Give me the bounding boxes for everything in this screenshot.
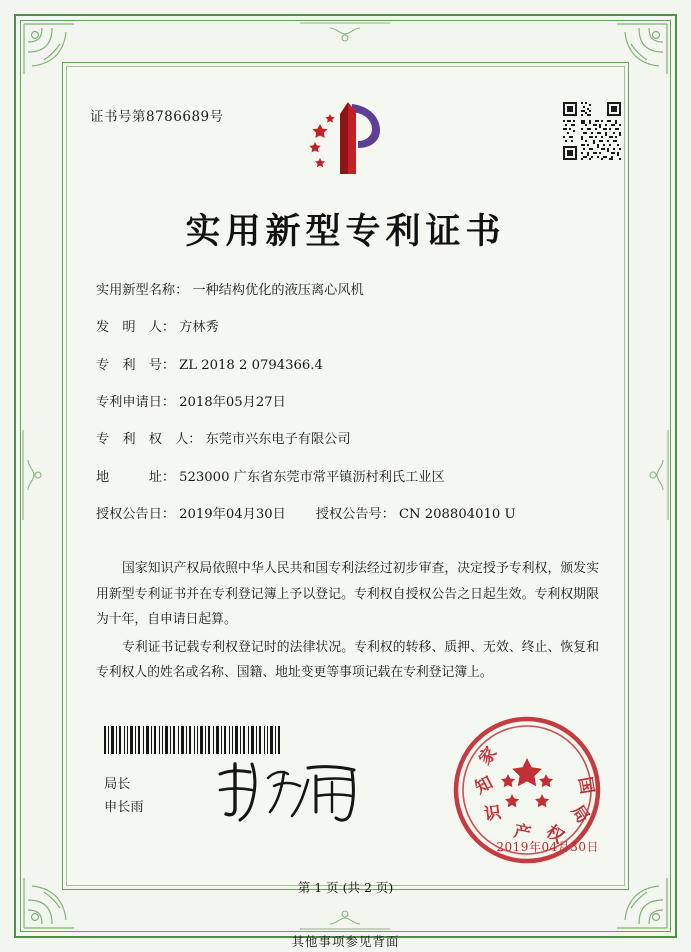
handwritten-signature-icon	[212, 758, 382, 824]
edge-ornament-icon	[645, 430, 671, 520]
field-row-patentee	[96, 431, 596, 449]
legal-paragraph-1: 国家知识产权局依照中华人民共和国专利法经过初步审查，决定授予专利权，颁发实用新型专利证书并在专利登记簿上予以登记。专利权自授权公告之日起生效。专利权期限为十年，自申请日起算。	[96, 561, 599, 628]
field-label: 专利申请日：	[96, 394, 176, 410]
field-label: 发 明 人：	[96, 320, 176, 336]
corner-flourish-icon	[615, 22, 669, 76]
svg-text:知: 知	[471, 772, 497, 799]
field-value: 523000 广东省东莞市常平镇沥村利氏工业区	[179, 469, 445, 485]
grant-number-group	[316, 506, 516, 524]
edge-ornament-icon	[300, 906, 390, 932]
edge-ornament-icon	[300, 20, 390, 46]
barcode-icon	[104, 726, 280, 754]
field-value: 东莞市兴东电子有限公司	[205, 432, 351, 448]
svg-text:识: 识	[482, 802, 503, 825]
signer-block	[104, 773, 144, 819]
field-value: CN 208804010 U	[398, 506, 516, 522]
field-value: 方林秀	[179, 320, 219, 336]
field-row-application-date	[96, 394, 596, 412]
svg-text:局: 局	[566, 801, 593, 827]
svg-text:产: 产	[511, 821, 533, 845]
field-list	[96, 282, 596, 543]
field-value: 2018年05月27日	[179, 394, 286, 410]
seal-date: 2019年04月30日	[496, 840, 599, 854]
cnipa-patent-logo-icon	[296, 98, 396, 180]
svg-text:国: 国	[574, 775, 597, 796]
certificate-number: 证书号第8786689号	[90, 109, 224, 125]
qr-code-icon	[561, 100, 623, 162]
legal-paragraph-2: 专利证书记载专利权登记时的法律状况。专利权的转移、质押、无效、终止、恢复和专利权人的姓名或名称、国籍、地址变更等事项记载在专利登记簿上。	[96, 639, 599, 681]
corner-flourish-icon	[22, 22, 76, 76]
signer-name: 申长雨	[104, 800, 144, 816]
page-number: 第 1 页 (共 2 页)	[297, 880, 394, 895]
field-row-address	[96, 469, 596, 487]
signer-role-label: 局长	[104, 777, 131, 792]
legal-text-block	[96, 556, 599, 688]
field-label: 授权公告号：	[315, 506, 395, 522]
field-label: 实用新型名称：	[96, 283, 189, 298]
edge-ornament-icon	[20, 430, 46, 520]
field-value: 2019年04月30日	[179, 506, 286, 522]
field-row-utility-model-name	[96, 282, 596, 300]
field-label: 专 利 权 人：	[96, 432, 202, 448]
svg-text:家: 家	[475, 743, 502, 770]
field-label: 地 址：	[96, 469, 176, 485]
field-row-grant-announcement	[96, 506, 596, 524]
field-value: ZL 2018 2 0794366.4	[179, 357, 323, 373]
field-label: 专 利 号：	[96, 357, 176, 373]
page-title: 实用新型专利证书	[185, 211, 506, 252]
svg-text:权: 权	[542, 821, 568, 848]
field-row-inventor	[96, 319, 596, 337]
field-label: 授权公告日：	[96, 506, 176, 522]
grant-date-group	[96, 506, 286, 524]
field-value: 一种结构优化的液压离心风机	[192, 283, 364, 298]
field-row-patent-number	[96, 357, 596, 375]
footnote: 其他事项参见背面	[291, 934, 400, 949]
